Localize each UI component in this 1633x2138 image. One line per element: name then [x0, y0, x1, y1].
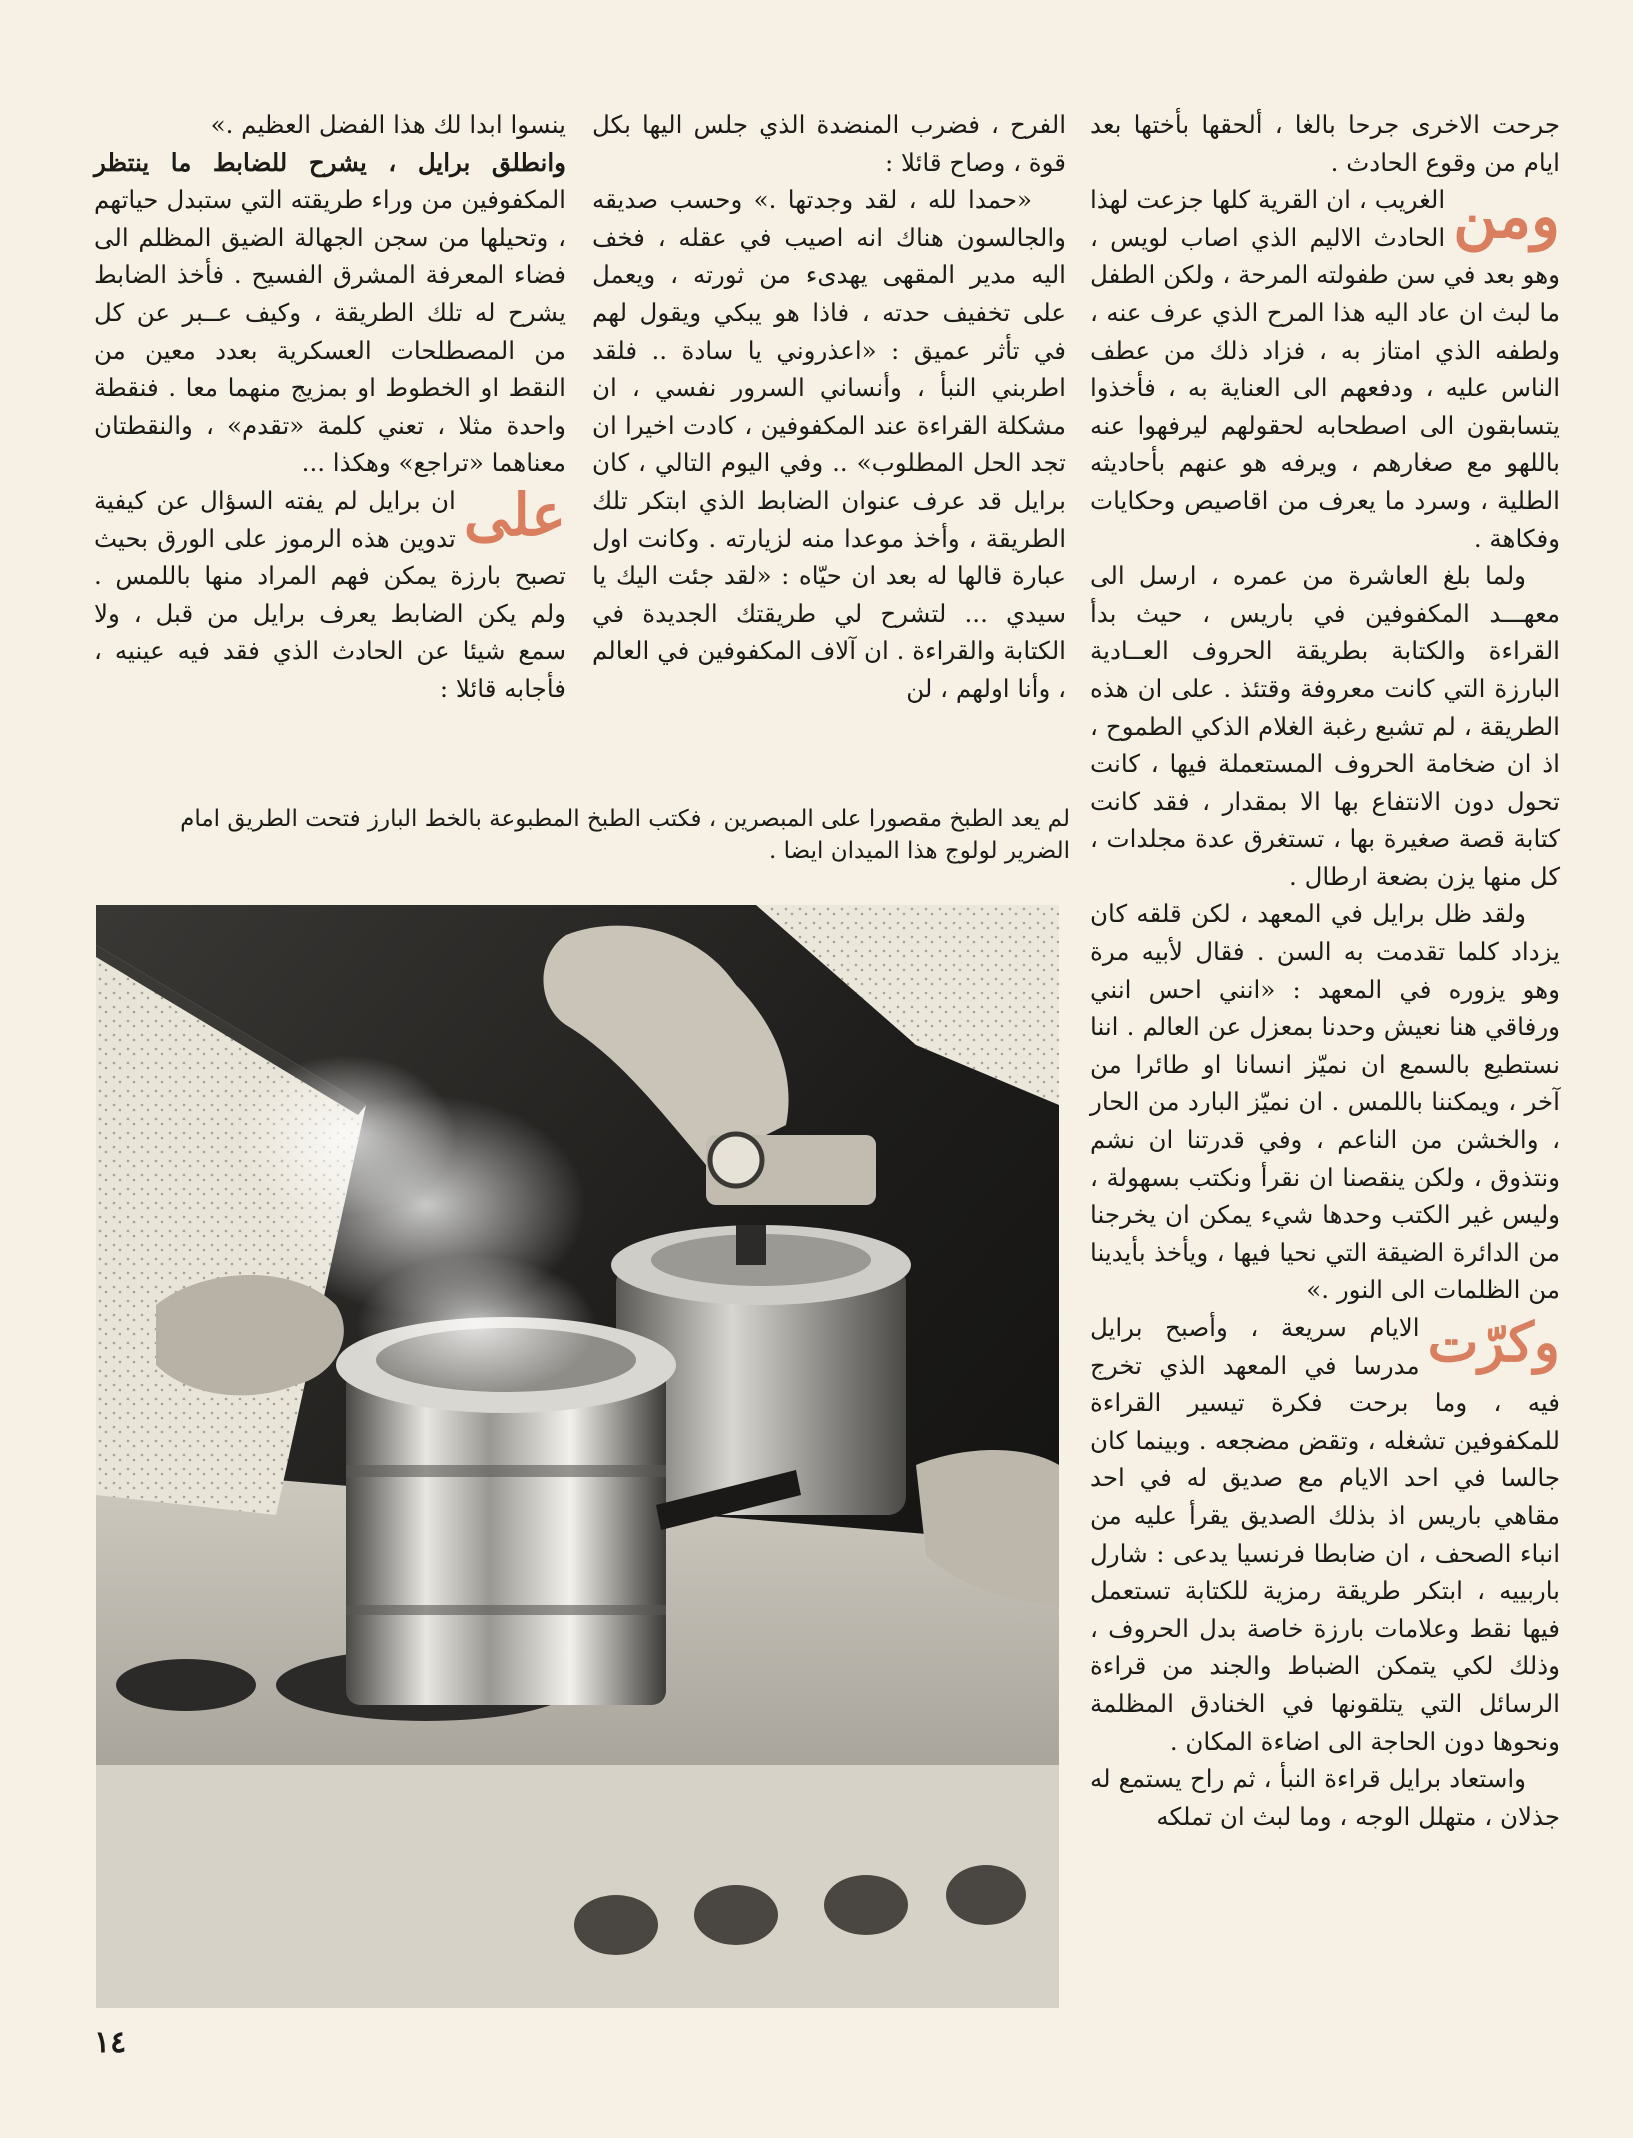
ornamental-lead-word: ومن — [1453, 182, 1560, 253]
ornamental-lead-word: على — [463, 480, 566, 549]
paragraph-text: الايام سريعة ، وأصبح برايل مدرسا في المعهد الذي تخرج فيه ، وما برحت فكرة تيسير القراءة للمكفوفين تشغله ، وتقض مضجعه . وبينما كان جالسا في احد الايام مع صديق له في احد مقاهي باريس اذ بذلك الصديق يقرأ عليه من انباء الصحف ، ان ضابطا فرنسيا يدعى : شارل باربييه ، ابتكر طريقة رمزية للكتابة تستعمل فيها نقط وعلامات بارزة خاصة بدل الحروف ، وذلك لكي يتمكن الضباط والجند من قراءة الرسائل التي يتلقونها في الخنادق المظلمة ونحوها دون الحاجة الى اضاءة المكان . — [1090, 1313, 1560, 1756]
paragraph: ولقد ظل برايل في المعهد ، لكن قلقه كان يزداد كلما تقدمت به السن . فقال لأبيه مرة وهو يزوره في المعهد : «انني احس انني ورفاقي هنا نعيش وحدنا بمعزل عن العالم . اننا نستطيع بالسمع ان نميّز انسانا او طائرا من آخر ، ويمكننا باللمس . ان نميّز البارد من الحار ، والخشن من الناعم ، وفي قدرتنا ان نشم ونتذوق ، ولكن ينقصنا ان نقرأ ونكتب بسهولة ، وليس غير الكتب وحدها شيء يمكن ان يخرجنا من الدائرة الضيقة التي نحيا فيها ، ويأخذ بأيدينا من الظلمات الى النور .» — [1090, 899, 1560, 1305]
bold-lead-text: وانطلق برايل ، يشرح للضابط ما ينتظر — [94, 147, 566, 177]
ornamental-lead-word: وكرّت — [1427, 1310, 1560, 1374]
paragraph — [1090, 181, 1560, 557]
paragraph: الفرح ، فضرب المنضدة الذي جلس اليها بكل قوة ، وصاح قائلا : — [592, 110, 1066, 177]
paragraph: جرحت الاخرى جرحا بالغا ، ألحقها بأختها بعد ايام من وقوع الحادث . — [1090, 110, 1560, 177]
paragraph: واستعاد برايل قراءة النبأ ، ثم راح يستمع له جذلان ، متهلل الوجه ، وما لبث ان تملكه — [1090, 1764, 1560, 1831]
cooking-photo — [96, 905, 1059, 2008]
paragraph-text: المكفوفين من وراء طريقته التي ستبدل حياتهم ، وتحيلها من سجن الجهالة الضيق المظلم الى فضاء المعرفة المشرق الفسيح . فأخذ الضابط يشرح له تلك الطريقة ، وكيف عــبر عن كل من المصطلحات العسكرية بعدد معين من النقط او الخطوط او بمزيج منهما معا . فنقطة واحدة مثلا ، تعني كلمة «تقدم» ، والنقطتان معناهما «تراجع» وهكذا ... — [94, 185, 566, 478]
paragraph-text: ان برايل لم يفته السؤال عن كيفية تدوين هذه الرموز على الورق بحيث تصبح بارزة يمكن فهم المراد منها باللمس . ولم يكن الضابط يعرف برايل من قبل ، ولا سمع شيئا عن الحادث الذي فقد فيه عينيه ، فأجابه قائلا : — [94, 485, 566, 703]
column-left — [94, 106, 566, 708]
photo-caption: لم يعد الطبخ مقصورا على المبصرين ، فكتب الطبخ المطبوعة بالخط البارز فتحت الطريق امام الضرير لولوج هذا الميدان ايضا . — [180, 806, 1070, 864]
paragraph: ينسوا ابدا لك هذا الفضل العظيم .» — [210, 110, 566, 139]
paragraph-text: الغريب ، ان القرية كلها جزعت لهذا الحادث الاليم الذي اصاب لويس ، وهو بعد في سن طفولته المرحة ، ولكن الطفل ما لبث ان عاد اليه هذا المرح الذي عرف عنه ، ولطفه الذي امتاز به ، فزاد ذلك من عطف الناس عليه ، ودفعهم الى العناية به ، فأخذوا يتسابقون الى اصطحابه لحقولهم ليرفهوا عنه باللهو مع صغارهم ، ويرفه هو عنهم بأحاديثه الطلية ، وسرد ما يعرف من اقاصيص وحكايات وفكاهة . — [1090, 185, 1560, 553]
column-middle — [592, 106, 1066, 708]
column-right — [1090, 106, 1560, 1835]
paragraph — [1090, 1309, 1560, 1760]
paragraph: «حمدا لله ، لقد وجدتها .» وحسب صديقه والجالسون هناك انه اصيب في عقله ، فخف اليه مدير المقهى يهدىء من ثورته ، ويعمل على تخفيف حدته ، فاذا هو يبكي ويقول لهم في تأثر عميق : «اعذروني يا سادة .. فلقد اطربني النبأ ، وأنساني السرور نفسي ، ان مشكلة القراءة عند المكفوفين ، كادت اخيرا ان تجد الحل المطلوب» .. وفي اليوم التالي ، كان برايل قد عرف عنوان الضابط الذي ابتكر تلك الطريقة ، وأخذ موعدا منه لزيارته . وكانت اول عبارة قالها له بعد ان حيّاه : «لقد جئت اليك يا سيدي ... لتشرح لي طريقتك الجديدة في الكتابة والقراءة . ان آلاف المكفوفين في العالم ، وأنا اولهم ، لن — [592, 185, 1066, 703]
page-number: ١٤ — [94, 2025, 127, 2060]
paragraph — [94, 144, 566, 482]
paragraph: ولما بلغ العاشرة من عمره ، ارسل الى معهـــد المكفوفين في باريس ، حيث بدأ القراءة والكتابة بطريقة الحروف العــادية البارزة التي كانت معروفة وقتئذ . على ان هذه الطريقة ، لم تشبع رغبة الغلام الذكي الطموح ، اذ ان ضخامة الحروف المستعملة فيها ، كانت تحول دون الانتفاع بها الا بمقدار ، فقد كانت كتابة قصة صغيرة بها ، تستغرق عدة مجلدات ، كل منها يزن بضعة ارطال . — [1090, 561, 1560, 891]
paragraph — [94, 482, 566, 708]
